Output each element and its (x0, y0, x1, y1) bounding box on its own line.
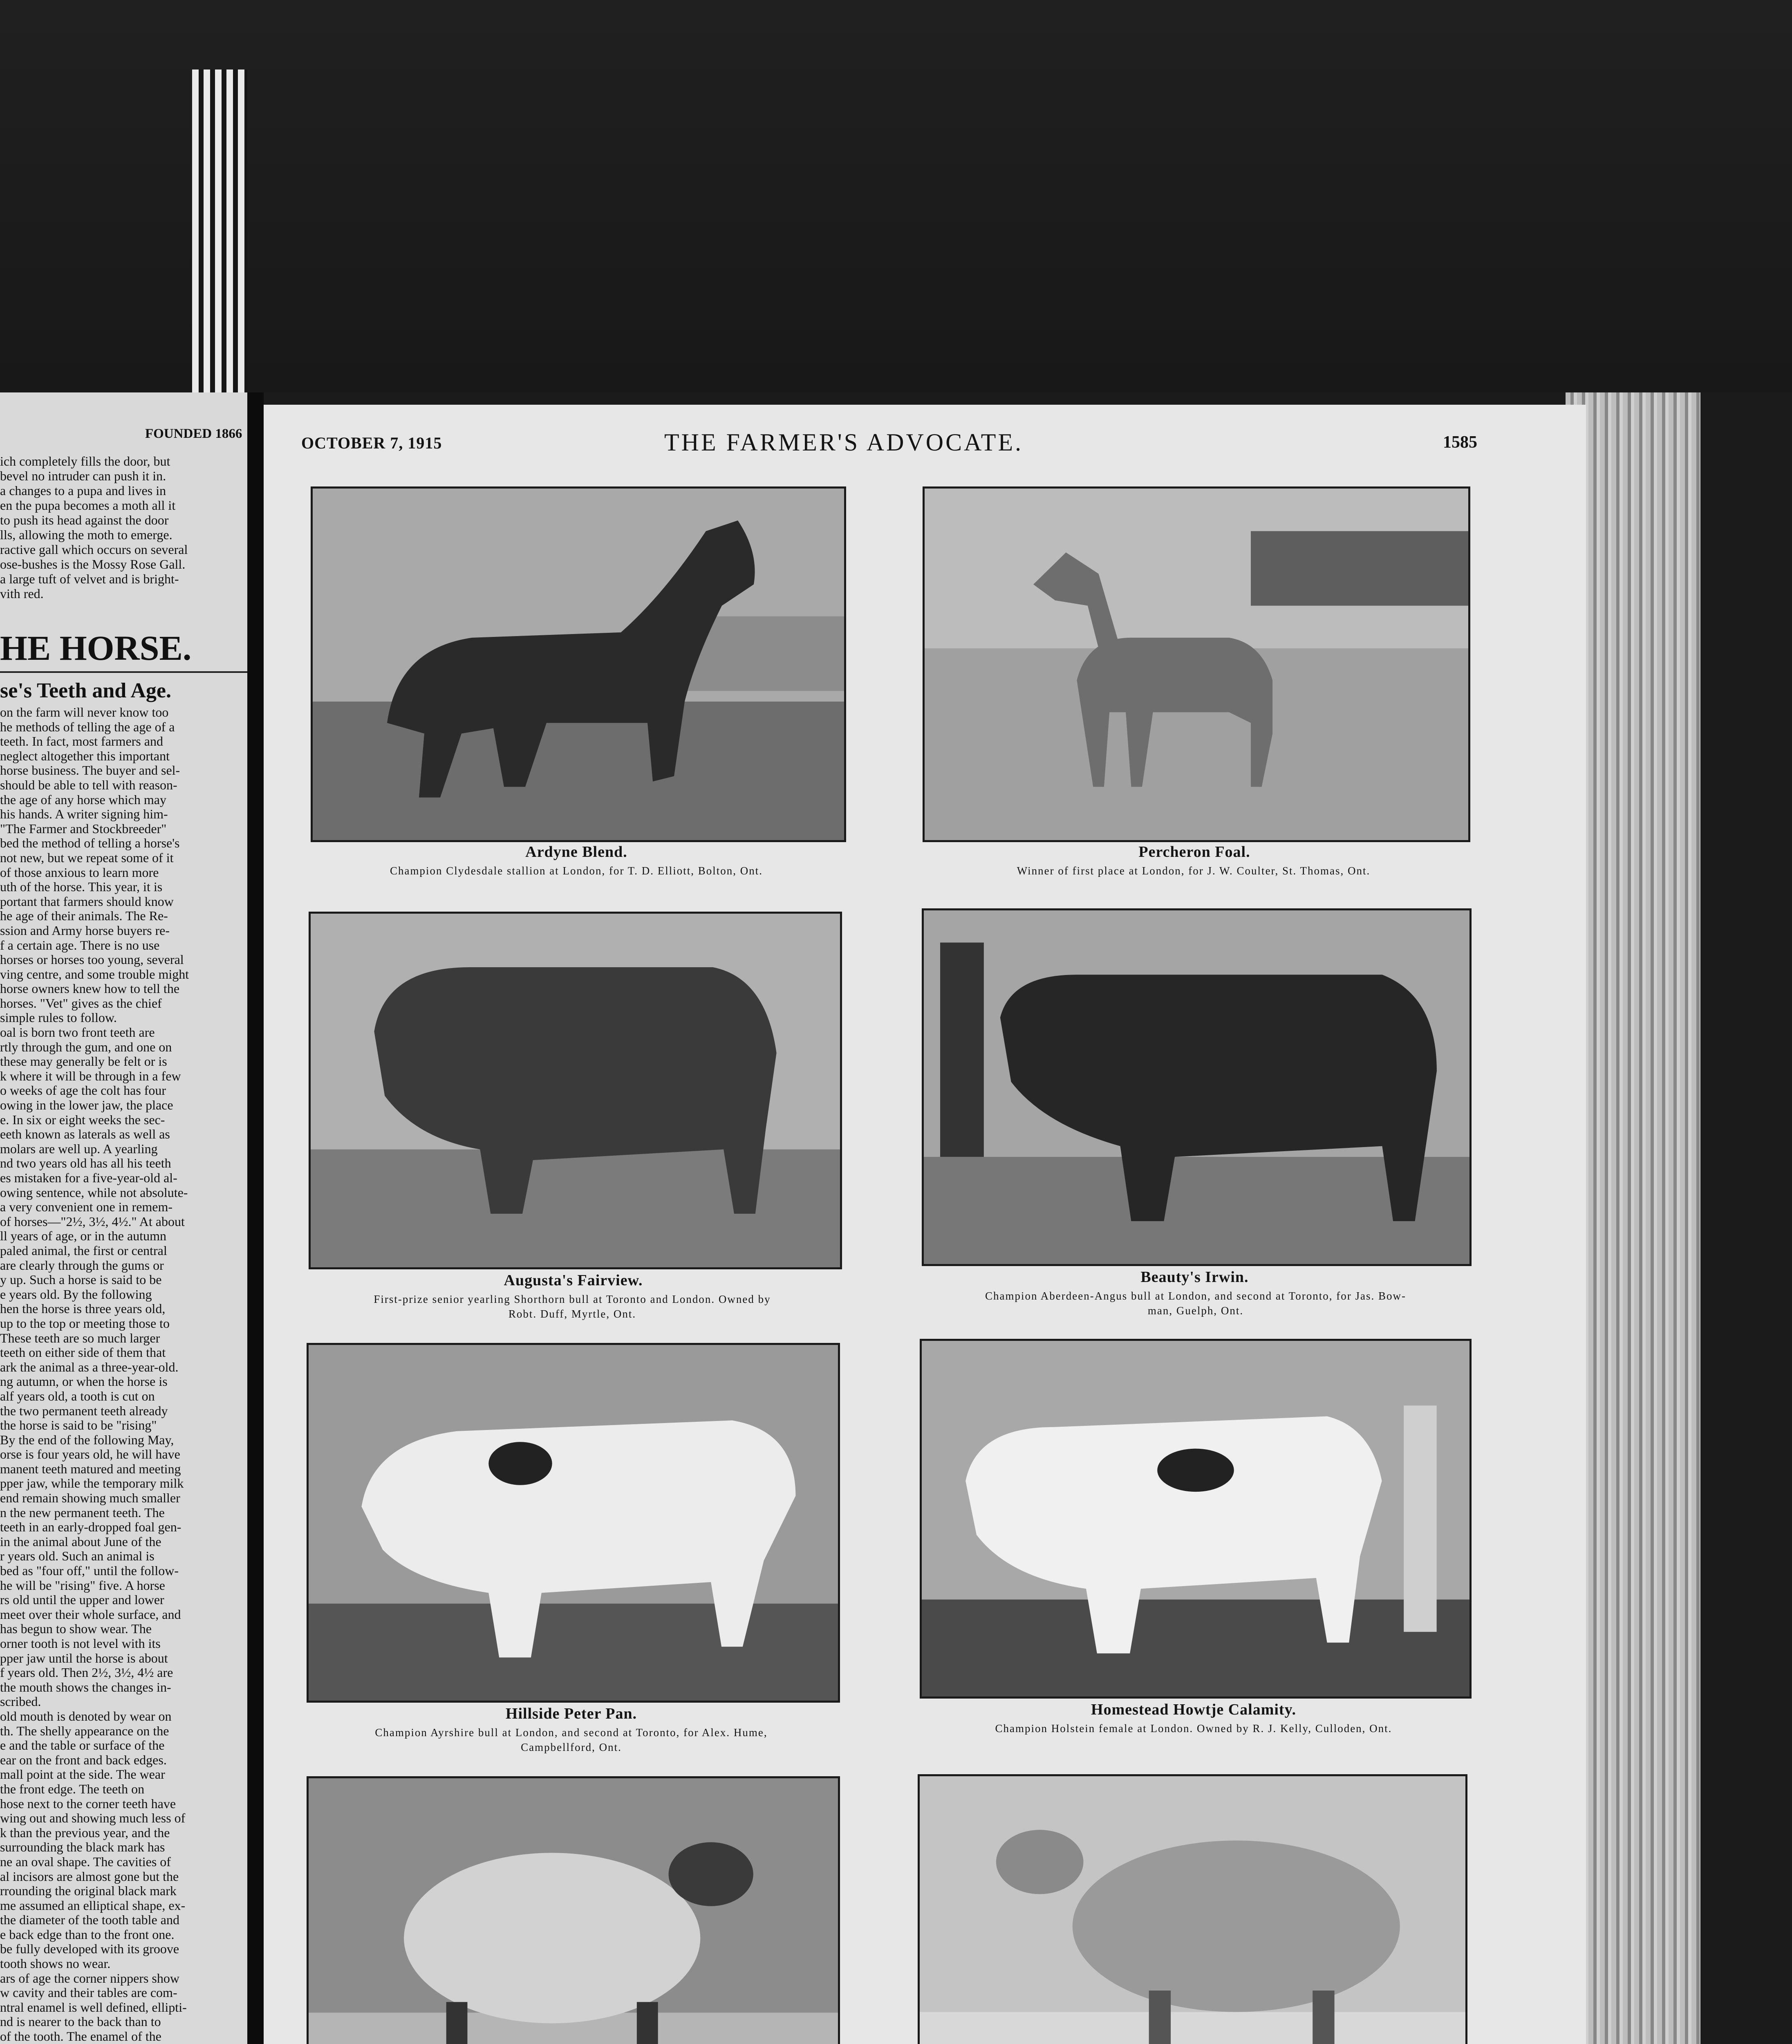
right-page (264, 405, 1586, 2044)
article-title: se's Teeth and Age. (0, 679, 171, 702)
bull-icon (924, 910, 1469, 1264)
article-line: not new, but we repeat some of it (0, 850, 174, 865)
article-line: ving centre, and some trouble might (0, 966, 189, 982)
caption-line: Winner of first place at London, for J. W. Coulter, St. Thomas, Ont. (1017, 865, 1371, 877)
page-header (264, 428, 1586, 456)
article-line: bed the method of telling a horse's (0, 836, 180, 851)
bull-icon (309, 1345, 838, 1701)
article-line: rrounding the original black mark (0, 1883, 177, 1898)
article-line: portant that farmers should know (0, 894, 174, 909)
photo-hillside-peter-pan (307, 1343, 840, 1703)
photo-dorset-horn-ram-lamb (918, 1774, 1467, 2044)
article-line: e years old. By the following (0, 1286, 152, 1302)
article-line: these may generally be felt or is (0, 1054, 167, 1069)
article-line: teeth. In fact, most farmers and (0, 734, 163, 749)
article-line: hose next to the corner teeth have (0, 1796, 176, 1811)
caption-text (268, 1725, 875, 1755)
article-line: k where it will be through in a few (0, 1068, 181, 1083)
caption-line: Champion Ayrshire bull at London, and second at Toronto, for Alex. Hume, (375, 1726, 768, 1739)
article-line: he age of their animals. The Re- (0, 908, 168, 923)
article-line: horse business. The buyer and sel- (0, 763, 180, 778)
article-line: paled animal, the first or central (0, 1243, 167, 1258)
article-line: rs old until the upper and lower (0, 1592, 164, 1607)
caption-text (893, 1289, 1498, 1318)
article-line: o weeks of age the colt has four (0, 1083, 166, 1098)
article-line: be fully developed with its groove (0, 1941, 179, 1957)
caption-text (895, 863, 1492, 878)
photo-augustas-fairview (309, 912, 842, 1269)
caption-line: Champion Clydesdale stallion at London, for T. D. Elliott, Bolton, Ont. (390, 865, 763, 877)
header-page-number: 1585 (1443, 433, 1477, 452)
article-line: of those anxious to learn more (0, 865, 159, 880)
photo-beautys-irwin (922, 908, 1472, 1266)
photo-percheron-foal (923, 486, 1470, 842)
caption-text (270, 1292, 875, 1321)
article-line: he will be "rising" five. A horse (0, 1578, 165, 1593)
cow-icon (922, 1341, 1469, 1697)
intro-line: a changes to a pupa and lives in (0, 483, 166, 498)
article-line: the two permanent teeth already (0, 1403, 168, 1418)
article-line: old mouth is denoted by wear on (0, 1708, 172, 1724)
article-line: rtly through the gum, and one on (0, 1039, 172, 1054)
article-line: alf years old, a tooth is cut on (0, 1388, 155, 1403)
article-line: oal is born two front teeth are (0, 1025, 155, 1040)
article-line: a very convenient one in remem- (0, 1199, 173, 1215)
article-line: simple rules to follow. (0, 1010, 117, 1025)
article-line: ng autumn, or when the horse is (0, 1374, 168, 1389)
article-line: end remain showing much smaller (0, 1490, 180, 1506)
bull-icon (311, 914, 840, 1267)
article-line: teeth in an early-dropped foal gen- (0, 1520, 181, 1535)
intro-line: a large tuft of velvet and is bright- (0, 572, 179, 586)
article-line: horses or horses too young, several (0, 952, 184, 967)
caption-line: Champion Aberdeen-Angus bull at London, and second at Toronto, for Jas. Bow- (985, 1290, 1406, 1302)
article-line: should be able to tell with reason- (0, 777, 177, 792)
article-line: owing sentence, while not absolute- (0, 1185, 188, 1200)
article-line: ssion and Army horse buyers re- (0, 923, 170, 938)
article-line: manent teeth matured and meeting (0, 1461, 181, 1476)
article-line: r years old. Such an animal is (0, 1549, 155, 1564)
article-line: the mouth shows the changes in- (0, 1679, 171, 1694)
photo-ardyne-blend (311, 486, 846, 842)
horse-icon (313, 489, 844, 840)
article-line: teeth on either side of them that (0, 1345, 166, 1360)
article-line: surrounding the black mark has (0, 1840, 165, 1855)
intro-line: to push its head against the door (0, 513, 169, 527)
article-line: of the tooth. The enamel of the (0, 2029, 161, 2044)
article-line: es mistaken for a five-year-old al- (0, 1170, 177, 1185)
left-page-fragment (0, 392, 247, 2044)
caption-line: man, Guelph, Ont. (1147, 1304, 1244, 1317)
intro-line: bevel no intruder can push it in. (0, 468, 166, 483)
article-line: ll years of age, or in the autumn (0, 1228, 166, 1244)
horse-icon (925, 489, 1468, 840)
article-line: bed as "four off," until the follow- (0, 1563, 179, 1578)
section-rule (0, 671, 247, 673)
caption-line: Champion Holstein female at London. Owned by R. J. Kelly, Culloden, Ont. (995, 1722, 1392, 1735)
intro-line: lls, allowing the moth to emerge. (0, 527, 172, 542)
section-title: HE HORSE. (0, 628, 192, 668)
article-line: "The Farmer and Stockbreeder" (0, 821, 167, 836)
article-line: th. The shelly appearance on the (0, 1723, 169, 1738)
article-line: mall point at the side. The wear (0, 1767, 165, 1782)
article-line: horse owners knew how to tell the (0, 981, 180, 996)
article-line: w cavity and their tables are com- (0, 1985, 177, 2000)
article-line: nd is nearer to the back than to (0, 2014, 161, 2029)
article-line: e and the table or surface of the (0, 1738, 165, 1753)
article-line: n the new permanent teeth. The (0, 1505, 165, 1520)
article-line: in the animal about June of the (0, 1534, 161, 1549)
intro-line: ractive gall which occurs on several (0, 542, 188, 557)
caption-title: Hillside Peter Pan. (505, 1705, 637, 1722)
article-line: are clearly through the gums or (0, 1257, 164, 1273)
article-line: ne an oval shape. The cavities of (0, 1854, 171, 1869)
page-gutter (247, 392, 264, 2044)
article-line: molars are well up. A yearling (0, 1141, 158, 1156)
article-line: al incisors are almost gone but the (0, 1869, 179, 1884)
left-intro-text (0, 454, 247, 601)
sheep-icon (309, 1778, 838, 2044)
article-line: me assumed an elliptical shape, ex- (0, 1898, 186, 1913)
article-line: e. In six or eight weeks the sec- (0, 1112, 165, 1127)
caption-line: Campbellford, Ont. (521, 1741, 622, 1753)
caption-title: Augusta's Fairview. (504, 1272, 643, 1289)
caption-title: Percheron Foal. (1138, 843, 1250, 861)
article-line: has begun to show wear. The (0, 1621, 152, 1636)
article-line: the horse is said to be "rising" (0, 1418, 157, 1433)
article-line: the front edge. The teeth on (0, 1781, 145, 1796)
article-line: e back edge than to the front one. (0, 1927, 175, 1942)
article-line: the diameter of the tooth table and (0, 1912, 179, 1927)
article-line: up to the top or meeting those to (0, 1316, 170, 1331)
photo-aged-oxford-ram (307, 1776, 840, 2044)
article-line: neglect altogether this important (0, 748, 170, 763)
article-line: owing in the lower jaw, the place (0, 1098, 173, 1113)
article-line: orner tooth is not level with its (0, 1636, 161, 1651)
background-dark (0, 0, 1792, 392)
intro-line: vith red. (0, 586, 44, 601)
article-line: on the farm will never know too (0, 705, 169, 719)
article-line: of horses—"2½, 3½, 4½." At about (0, 1214, 185, 1229)
article-line: pper jaw until the horse is about (0, 1650, 168, 1665)
intro-line: ose-bushes is the Mossy Rose Gall. (0, 557, 186, 572)
sheep-icon (920, 1776, 1465, 2044)
caption-title: Ardyne Blend. (525, 843, 627, 861)
article-line: tooth shows no wear. (0, 1956, 111, 1971)
article-line: he methods of telling the age of a (0, 719, 175, 734)
article-line: f a certain age. There is no use (0, 937, 160, 953)
article-line: ark the animal as a three-year-old. (0, 1359, 179, 1374)
caption-text (887, 1721, 1500, 1736)
article-line: ntral enamel is well defined, ellipti- (0, 1999, 187, 2015)
left-page-header: FOUNDED 1866 (145, 426, 242, 441)
article-line: wing out and showing much less of (0, 1811, 186, 1826)
article-line: hen the horse is three years old, (0, 1301, 166, 1316)
intro-line: ich completely fills the door, but (0, 454, 170, 468)
caption-line: First-prize senior yearling Shorthorn bull at Toronto and London. Owned by (374, 1293, 771, 1305)
article-line: These teeth are so much larger (0, 1330, 160, 1345)
article-line: his hands. A writer signing him- (0, 807, 168, 822)
article-line: orse is four years old, he will have (0, 1447, 180, 1462)
article-line: meet over their whole surface, and (0, 1607, 181, 1622)
article-line: uth of the horse. This year, it is (0, 879, 163, 894)
article-line: eeth known as laterals as well as (0, 1127, 170, 1142)
caption-title: Homestead Howtje Calamity. (1091, 1701, 1296, 1718)
header-title: THE FARMER'S ADVOCATE. (664, 429, 1024, 456)
article-line: horses. "Vet" gives as the chief (0, 995, 162, 1011)
article-line: ars of age the corner nippers show (0, 1970, 179, 1986)
article-line: By the end of the following May, (0, 1432, 174, 1447)
intro-line: en the pupa becomes a moth all it (0, 498, 176, 513)
caption-title: Beauty's Irwin. (1140, 1269, 1249, 1286)
article-line: ear on the front and back edges. (0, 1752, 167, 1767)
photo-homestead-howtje-calamity (920, 1339, 1472, 1699)
caption-text (288, 863, 865, 878)
caption-line: Robt. Duff, Myrtle, Ont. (508, 1308, 636, 1320)
article-line: nd two years old has all his teeth (0, 1156, 171, 1171)
article-line: f years old. Then 2½, 3½, 4½ are (0, 1665, 173, 1680)
article-body (0, 705, 247, 2044)
header-date: OCTOBER 7, 1915 (301, 434, 442, 452)
article-line: y up. Such a horse is said to be (0, 1272, 162, 1287)
article-line: pper jaw, while the temporary milk (0, 1476, 184, 1491)
article-line: k than the previous year, and the (0, 1825, 170, 1840)
article-line: the age of any horse which may (0, 792, 166, 807)
article-line: scribed. (0, 1694, 41, 1709)
